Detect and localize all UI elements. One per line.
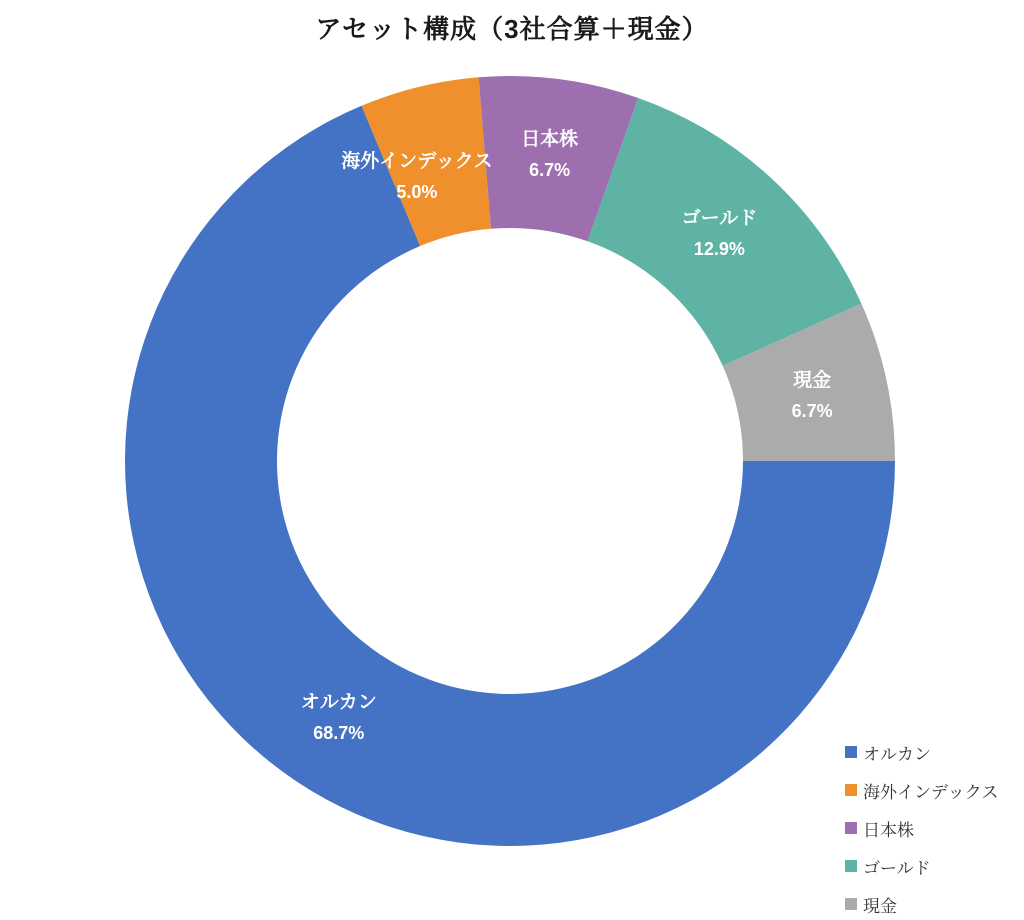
slice-label-name: 日本株 [521, 128, 579, 150]
legend-label: オルカン [863, 744, 931, 764]
legend-marker-icon [845, 898, 857, 910]
legend-label: 日本株 [863, 820, 914, 840]
slice-label-value: 5.0% [396, 181, 438, 202]
legend-item-5 [845, 893, 999, 915]
legend-item-1 [845, 741, 999, 763]
slice-label-name: ゴールド [681, 207, 758, 229]
legend-item-3 [845, 817, 999, 839]
legend-item-4 [845, 855, 999, 877]
legend-marker-icon [845, 822, 857, 834]
slice-label-name: 現金 [793, 370, 832, 392]
legend-label: ゴールド [863, 858, 931, 878]
slice-label-name: 海外インデックス [341, 150, 493, 172]
slice-label-value: 12.9% [693, 238, 745, 259]
slice-label-name: オルカン [300, 692, 377, 714]
chart-title: アセット構成（3社合算＋現金） [315, 14, 709, 44]
slice-label-value: 6.7% [791, 401, 833, 422]
legend-marker-icon [845, 784, 857, 796]
legend-marker-icon [845, 746, 857, 758]
chart-legend [845, 741, 999, 915]
slice-label-value: 68.7% [313, 723, 365, 744]
legend-label: 海外インデックス [863, 782, 999, 802]
slice-label-value: 6.7% [529, 159, 571, 180]
legend-label: 現金 [863, 896, 897, 916]
legend-marker-icon [845, 860, 857, 872]
legend-item-2 [845, 779, 999, 801]
